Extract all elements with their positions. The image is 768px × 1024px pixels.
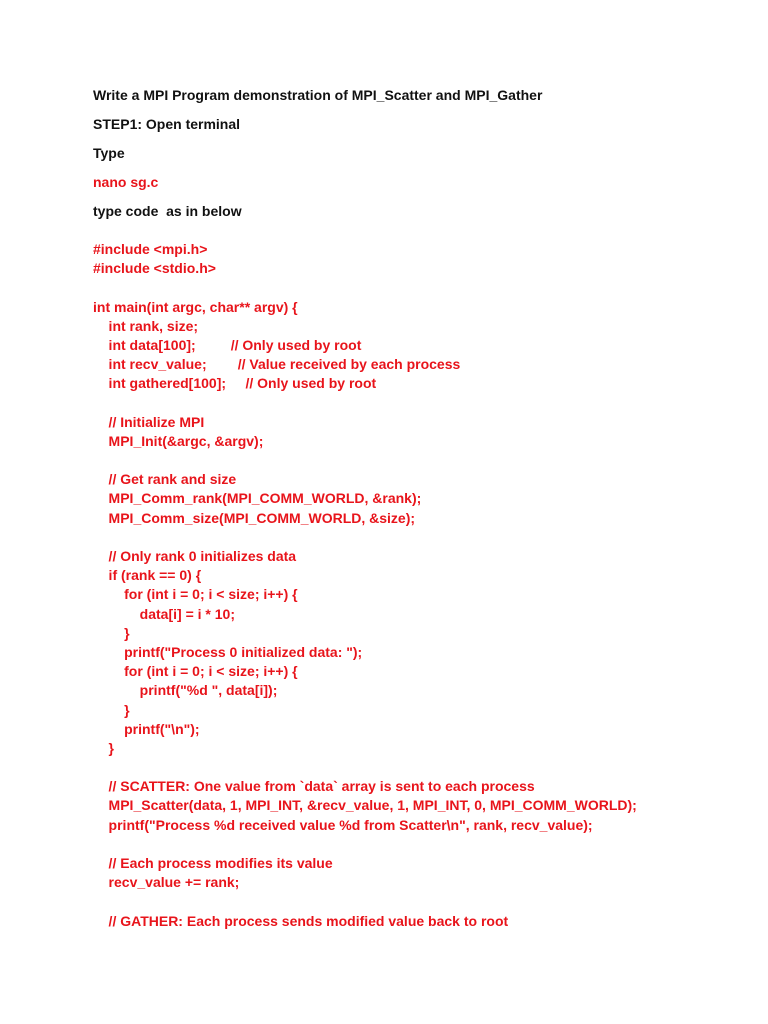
code-line: int data[100]; // Only used by root (93, 336, 362, 353)
code-line: printf("%d ", data[i]); (93, 682, 278, 699)
code-line: for (int i = 0; i < size; i++) { (93, 586, 298, 603)
code-line: int recv_value; // Value received by each process (93, 356, 461, 373)
code-line: recv_value += rank; (93, 874, 240, 891)
code-line (93, 394, 637, 413)
code-line: // Initialize MPI (93, 413, 205, 430)
code-line: printf("Process 0 initialized data: "); (93, 643, 363, 660)
code-line: // Only rank 0 initializes data (93, 548, 297, 564)
code-line: // Each process modifies its value (93, 855, 333, 871)
code-line: if (rank == 0) { (93, 567, 202, 584)
code-line (93, 451, 637, 470)
terminal-command: nano sg.c (93, 174, 159, 190)
code-line: // SCATTER: One value from `data` array is sent to each process (93, 778, 535, 795)
code-line: MPI_Scatter(data, 1, MPI_INT, &recv_value, 1, MPI_INT, 0, MPI_COMM_WORLD); (93, 797, 637, 814)
code-line: printf("Process %d received value %d from Scatter\n", rank, recv_value); (93, 816, 593, 833)
code-line: MPI_Comm_rank(MPI_COMM_WORLD, &rank); (93, 490, 422, 507)
code-line: // Get rank and size (93, 471, 237, 488)
step1-heading: STEP1: Open terminal (93, 116, 241, 132)
code-line: } (93, 624, 130, 641)
code-line: } (93, 701, 130, 718)
code-line: // GATHER: Each process sends modified value back to root (93, 912, 509, 929)
code-line (93, 758, 637, 777)
code-line: data[i] = i * 10; (93, 605, 235, 622)
type-label: Type (93, 145, 125, 161)
code-line: for (int i = 0; i < size; i++) { (93, 663, 298, 680)
code-line (93, 892, 637, 911)
code-line: MPI_Init(&argc, &argv); (93, 432, 264, 449)
code-line: MPI_Comm_size(MPI_COMM_WORLD, &size); (93, 509, 416, 526)
code-line: } (93, 739, 115, 756)
code-line: printf("\n"); (93, 720, 200, 737)
code-line (93, 528, 637, 547)
code-line: int rank, size; (93, 317, 199, 334)
code-line (93, 835, 637, 854)
code-line (93, 278, 637, 297)
code-line: int gathered[100]; // Only used by root (93, 375, 377, 392)
code-line: #include <stdio.h> (93, 260, 216, 277)
code-listing (93, 240, 637, 931)
code-line: int main(int argc, char** argv) { (93, 298, 298, 315)
code-line: #include <mpi.h> (93, 241, 208, 257)
instruction-text: type code as in below (93, 203, 242, 219)
document-title: Write a MPI Program demonstration of MPI_Scatter and MPI_Gather (93, 87, 543, 103)
